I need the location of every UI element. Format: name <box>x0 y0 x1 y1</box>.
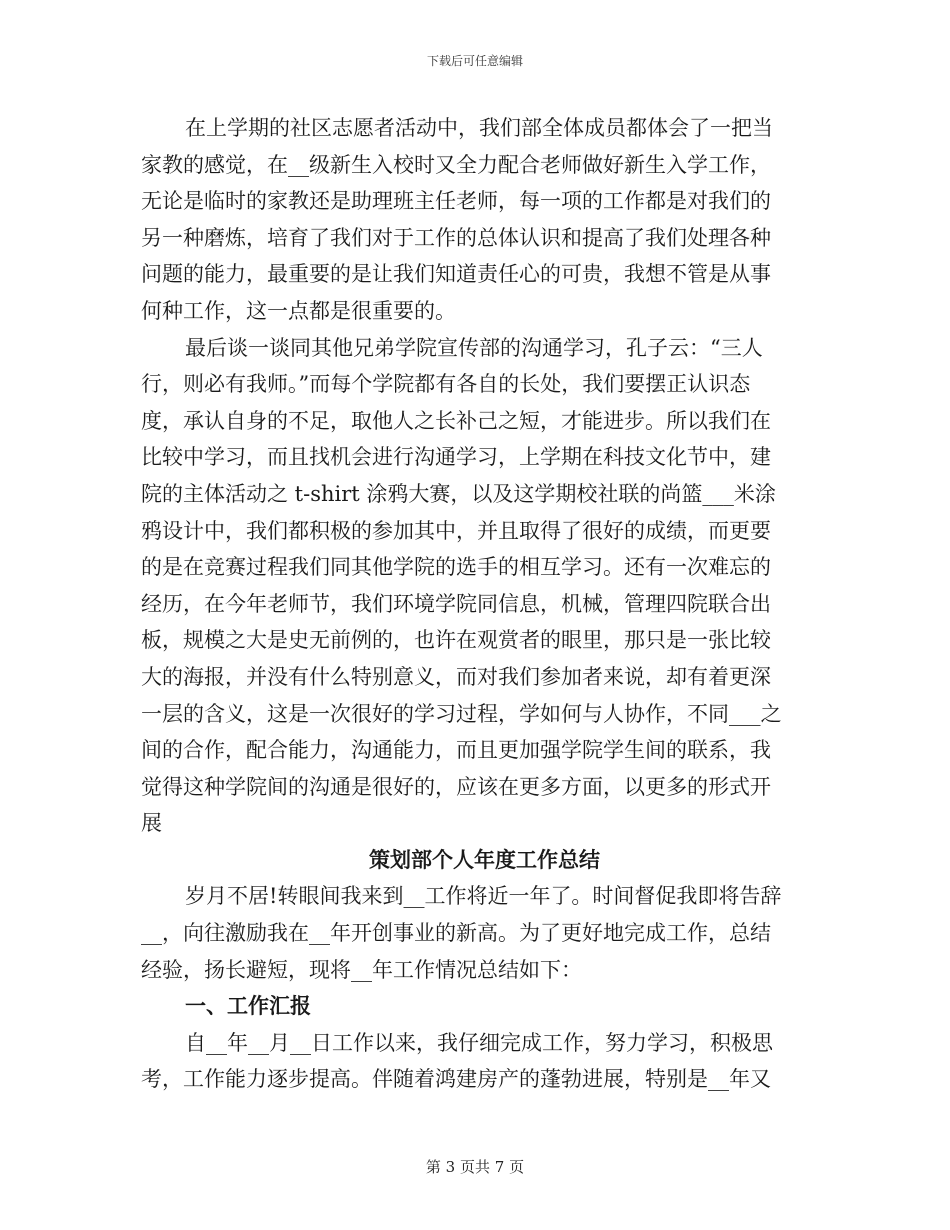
text-line: 展 <box>141 811 162 836</box>
text-line: 问题的能力，最重要的是让我们知道责任心的可贵，我想不管是从事 <box>141 262 771 287</box>
text-line: 何种工作，这一点都是很重要的。 <box>141 298 456 323</box>
text-line: 最后谈一谈同其他兄弟学院宣传部的沟通学习，孔子云：“三人 <box>185 335 763 360</box>
text-line: __，向往激励我在__年开创事业的新高。为了更好地完成工作，总结 <box>141 921 771 946</box>
text-line: 度，承认自身的不足，取他人之长补己之短，才能进步。所以我们在 <box>141 408 771 433</box>
document-body <box>141 110 806 1098</box>
text-line: 板，规模之大是史无前例的，也许在观赏者的眼里，那只是一张比较 <box>141 628 771 653</box>
text-line: 经历，在今年老师节，我们环境学院同信息，机械，管理四院联合出 <box>141 591 771 616</box>
text-line: 比较中学习，而且找机会进行沟通学习，上学期在科技文化节中，建 <box>141 445 771 470</box>
paragraph-work-report <box>141 1025 806 1098</box>
paragraph-communication <box>141 330 806 842</box>
text-line: 大的海报，并没有什么特别意义，而对我们参加者来说，却有着更深 <box>141 664 771 689</box>
text-line: 在上学期的社区志愿者活动中，我们部全体成员都体会了一把当 <box>185 116 773 140</box>
text-line: 经验，扬长避短，现将__年工作情况总结如下： <box>141 957 582 982</box>
page-footer: 第 3 页共 7 页 <box>425 1158 525 1176</box>
paragraph-volunteer <box>141 110 806 330</box>
text-line: 岁月不居!转眼间我来到__工作将近一年了。时间督促我即将告辞 <box>185 884 782 909</box>
text-line: 无论是临时的家教还是助理班主任老师，每一项的工作都是对我们的 <box>141 189 771 214</box>
text-line: 一层的含义，这是一次很好的学习过程，学如何与人协作，不同___之 <box>141 701 782 726</box>
text-line: 院的主体活动之 t-shirt 涂鸦大赛，以及这学期校社联的尚篮___米涂 <box>141 481 776 506</box>
paragraph-intro <box>141 878 806 988</box>
text-line: 行，则必有我师。”而每个学院都有各自的长处，我们要摆正认识态 <box>141 372 751 397</box>
text-line: 自__年__月__日工作以来，我仔细完成工作，努力学习，积极思 <box>185 1030 773 1055</box>
text-line: 考，工作能力逐步提高。伴随着鸿建房产的蓬勃进展，特别是__年又 <box>141 1067 771 1092</box>
text-line: 的是在竞赛过程我们同其他学院的选手的相互学习。还有一次难忘的 <box>141 555 771 580</box>
document-title: 策划部个人年度工作总结 <box>369 846 600 872</box>
text-line: 鸦设计中，我们都积极的参加其中，并且取得了很好的成绩，而更要 <box>141 518 771 543</box>
text-line: 觉得这种学院间的沟通是很好的，应该在更多方面，以更多的形式开 <box>141 774 771 799</box>
section-heading: 一、工作汇报 <box>185 993 311 1019</box>
page-header: 下载后可任意编辑 <box>426 54 523 68</box>
text-line: 间的合作，配合能力，沟通能力，而且更加强学院学生间的联系，我 <box>141 738 771 763</box>
text-line: 另一种磨炼，培育了我们对于工作的总体认识和提高了我们处理各种 <box>141 225 771 250</box>
text-line: 家教的感觉，在__级新生入校时又全力配合老师做好新生入学工作， <box>141 152 771 177</box>
